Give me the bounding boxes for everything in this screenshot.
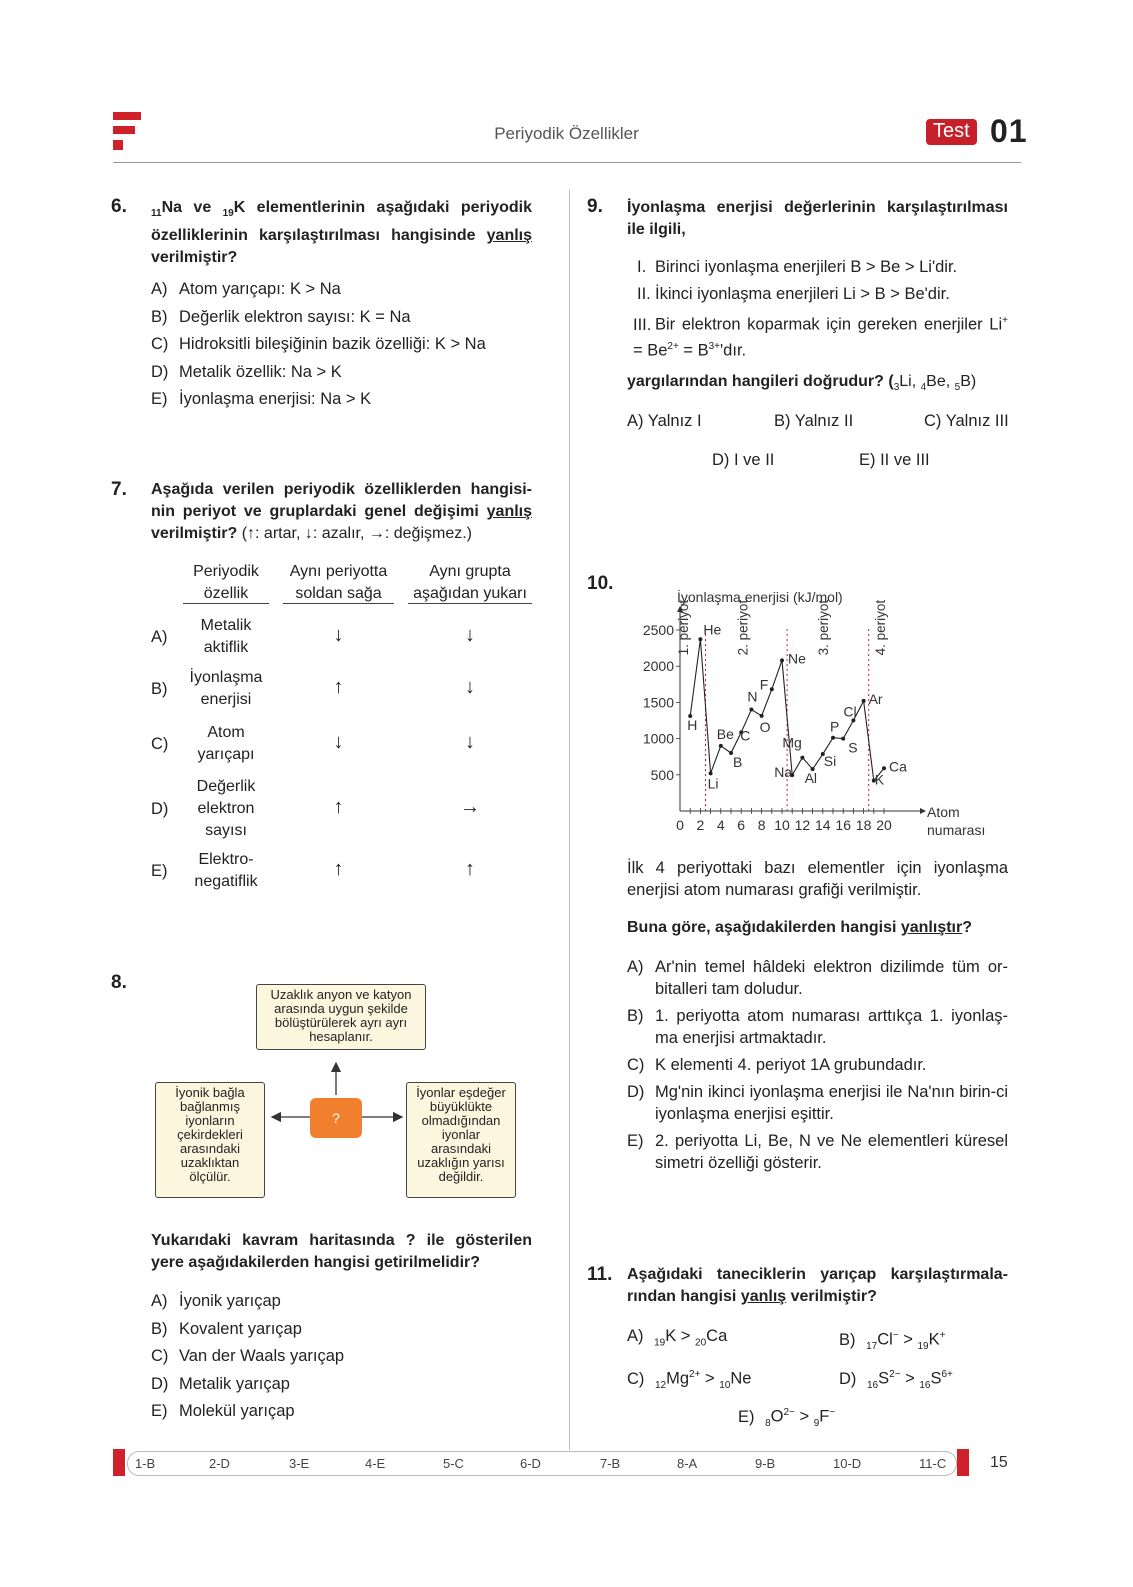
q6-option-b[interactable]: B) Değerlik elektron sayısı: K = Na xyxy=(151,307,411,326)
q8-number: 8. xyxy=(111,972,127,993)
answer-key-item: 5-C xyxy=(443,1456,464,1471)
element-label-S: S xyxy=(848,739,858,756)
x-tick-label: 2 xyxy=(696,817,705,833)
q7-col-period: Aynı periyotta soldan sağa xyxy=(289,563,388,602)
q9-number: 9. xyxy=(587,196,603,217)
element-label-Ca: Ca xyxy=(889,758,907,775)
q9-option-c[interactable]: C) Yalnız III xyxy=(924,412,1009,430)
q7-row-b-property: İyonlaşma enerjisi xyxy=(189,669,263,708)
element-label-C: C xyxy=(740,727,751,744)
q11-number: 11. xyxy=(587,1264,613,1285)
element-label-Ar: Ar xyxy=(868,690,883,707)
option-label: E) xyxy=(738,1407,760,1426)
q7-row-d-property: Değerlik elektron sayısı xyxy=(196,778,256,839)
option-label: C) xyxy=(627,1369,649,1388)
element-label-Li: Li xyxy=(707,775,719,792)
element-label-H: H xyxy=(687,717,698,734)
q8-concept-box-left: İyonik bağla bağlanmış iyonların çekirdekleri arasındaki uzaklıktan ölçülür. xyxy=(155,1082,265,1198)
q7-question: Aşağıda verilen periyodik özelliklerden hangisi-nin periyot ve gruplardaki genel değişimi yanlış verilmiştir? (↑: artar, ↓: azalır, →: değişmez.) xyxy=(151,481,532,542)
q10-description: İlk 4 periyottaki bazı elementler için iyonlaşma enerjisi atom numarası grafiği verilmiştir. xyxy=(627,859,1008,899)
x-axis-label: Atom xyxy=(927,804,960,820)
q6-question: $_{11}$Na ve $_{19}$K elementlerinin aşağıdaki periyodik özelliklerinin karşılaştırılması hangisinde yanlış verilmiştir? xyxy=(151,199,532,267)
q7-col-underline xyxy=(283,603,394,604)
period-label: 1. periyot xyxy=(676,599,692,656)
q6-number: 6. xyxy=(111,196,127,217)
answer-key xyxy=(127,1449,955,1477)
q9-option-b[interactable]: B) Yalnız II xyxy=(774,412,854,430)
element-label-Ne: Ne xyxy=(788,650,806,667)
element-label-F: F xyxy=(759,676,769,693)
q11-option-a[interactable]: A) $_{19}$K > $_{20}$Ca xyxy=(627,1327,728,1349)
answer-key-item: 3-E xyxy=(289,1456,310,1471)
y-axis-label: İyonlaşma enerjisi (kJ/mol) xyxy=(677,589,843,605)
footer-right-mark xyxy=(957,1449,969,1476)
answer-key-item: 1-B xyxy=(135,1456,156,1471)
page-title: Periyodik Özellikler xyxy=(494,124,639,143)
q7-row-e-period: ↑ xyxy=(333,858,344,880)
q10-question: Buna göre, aşağıdakilerden hangisi yanlıştır? xyxy=(627,919,972,936)
element-label-Cl: Cl xyxy=(843,703,857,720)
q9-statement-1: I. Birinci iyonlaşma enerjileri B > Be > Li'dir. xyxy=(637,258,958,276)
q8-option-d[interactable]: D) Metalik yarıçap xyxy=(151,1374,290,1393)
element-label-Si: Si xyxy=(823,753,837,770)
element-label-K: K xyxy=(874,771,885,788)
header-divider xyxy=(113,162,1021,163)
footer-left-mark xyxy=(113,1449,125,1476)
q7-row-c-property: Atom yarıçapı xyxy=(197,724,255,763)
q8-option-a[interactable]: A) İyonik yarıçap xyxy=(151,1292,281,1310)
q10-option-b[interactable]: B) 1. periyotta atom numarası arttıkça 1. iyonlaş-ma enerjisi artmaktadır. xyxy=(627,1007,1008,1047)
test-badge: Test xyxy=(926,119,977,145)
q11-question: Aşağıdaki taneciklerin yarıçap karşılaştırmala-rından hangisi yanlış verilmiştir? xyxy=(627,1266,1008,1305)
q8-option-e[interactable]: E) Molekül yarıçap xyxy=(151,1402,295,1420)
data-point-Mg xyxy=(800,756,804,760)
q7-row-c-period: ↓ xyxy=(333,731,344,753)
q7-row-e-label[interactable]: E) xyxy=(151,862,168,880)
q6-option-d[interactable]: D) Metalik özellik: Na > K xyxy=(151,362,342,381)
answer-key-item: 8-A xyxy=(677,1456,698,1471)
q11-option-e[interactable]: E) $_8O^{2-} > _9F^-$ xyxy=(738,1407,836,1429)
x-axis-label: numarası xyxy=(927,822,986,838)
q10-option-a[interactable]: A) Ar'nin temel hâldeki elektron dizilimde tüm or-bitalleri tam doludur. xyxy=(627,958,1008,998)
q9-option-e[interactable]: E) II ve III xyxy=(859,451,930,469)
element-label-Be: Be xyxy=(716,725,734,742)
q9-question: yargılarından hangileri doğrudur? ($_3Li$, $_4$Be, $_5$B) xyxy=(627,373,977,394)
q9-statement-3: III. Bir elektron koparmak için gereken enerjiler $Li^+ = Be^{2+}$ = $B^{3+}'dır$. xyxy=(633,315,1008,359)
q6-option-c[interactable]: C) Hidroksitli bileşiğinin bazik özelliği: K > Na xyxy=(151,335,486,353)
x-tick-label: 20 xyxy=(876,817,892,833)
period-label: 3. periyot xyxy=(815,599,831,656)
data-point-Be xyxy=(719,744,723,748)
q8-options xyxy=(151,1290,551,1422)
q9-statement-2: II. İkinci iyonlaşma enerjileri Li > B > Be'dir. xyxy=(637,285,950,303)
data-point-N xyxy=(749,707,753,711)
option-label: A) xyxy=(627,1327,649,1345)
x-axis-arrow xyxy=(920,808,926,814)
q7-row-b-group: ↓ xyxy=(465,676,475,698)
data-point-He xyxy=(698,637,702,641)
answer-key-item: 7-B xyxy=(600,1456,621,1471)
element-label-B: B xyxy=(733,754,743,771)
data-point-Ar xyxy=(862,699,866,703)
q10-options xyxy=(627,956,1008,1174)
y-tick-label: 1000 xyxy=(642,730,674,747)
x-tick-label: 10 xyxy=(774,817,790,833)
element-label-P: P xyxy=(830,718,840,735)
q6-option-a[interactable]: A) Atom yarıçapı: K > Na xyxy=(151,280,341,298)
option-label: D) xyxy=(839,1369,861,1388)
q7-row-e-group: ↑ xyxy=(465,858,475,880)
answer-key-item: 11-C xyxy=(919,1456,947,1471)
q7-row-a-group: ↓ xyxy=(465,624,475,646)
q7-col-property: Periyodik özellik xyxy=(193,563,259,602)
q8-question: Yukarıdaki kavram haritasında ? ile gösterilen yere aşağıdakilerden hangisi getirilmelidir? xyxy=(151,1232,532,1271)
q7-col-underline xyxy=(183,603,269,604)
data-point-P xyxy=(831,736,835,740)
y-tick-label: 2500 xyxy=(642,622,674,638)
q8-option-c[interactable]: C) Van der Waals yarıçap xyxy=(151,1347,345,1365)
q7-col-group: Aynı grupta aşağıdan yukarı xyxy=(413,563,527,602)
period-label: 2. periyot xyxy=(735,599,751,656)
answer-key-item: 2-D xyxy=(209,1456,230,1471)
data-point-O xyxy=(760,714,764,718)
q6-option-e[interactable]: E) İyonlaşma enerjisi: Na > K xyxy=(151,390,372,408)
answer-key-item: 9-B xyxy=(755,1456,776,1471)
q9-option-a[interactable]: A) Yalnız I xyxy=(627,412,702,430)
q10-option-d[interactable]: D) Mg'nin ikinci iyonlaşma enerjisi ile Na'nın birin-ci iyonlaşma enerjisi eşittir. xyxy=(627,1083,1008,1123)
y-tick-label: 500 xyxy=(650,766,674,783)
column-divider xyxy=(569,190,570,1450)
q8-option-b[interactable]: B) Kovalent yarıçap xyxy=(151,1319,302,1338)
q10-number: 10. xyxy=(587,573,614,594)
q7-row-a-period: ↓ xyxy=(333,624,344,646)
q8-unknown-box: ? xyxy=(310,1098,362,1138)
q7-number: 7. xyxy=(111,479,127,500)
q7-row-a-label[interactable]: A) xyxy=(151,628,168,646)
q10-option-c[interactable]: C) K elementi 4. periyot 1A grubundadır. xyxy=(627,1056,927,1074)
element-label-Al: Al xyxy=(804,770,818,787)
test-number: 01 xyxy=(990,113,1028,149)
q7-row-b-label[interactable]: B) xyxy=(151,680,168,698)
answer-key-item: 6-D xyxy=(520,1456,541,1471)
q8-concept-box-right: İyonlar eşdeğer büyüklükte olmadığından iyonlar arasındaki uzaklığın yarısı değildir. xyxy=(406,1082,516,1198)
element-label-O: O xyxy=(759,718,771,735)
q11-option-c[interactable]: C) $_{12}Mg^{2+} > _{10}Ne$ xyxy=(627,1369,752,1391)
data-point-Ca xyxy=(882,766,886,770)
q9-option-d[interactable]: D) I ve II xyxy=(712,451,775,469)
element-label-He: He xyxy=(703,621,722,638)
q7-row-b-period: ↑ xyxy=(333,676,344,698)
period-label: 4. periyot xyxy=(873,599,889,656)
element-label-Mg: Mg xyxy=(782,734,802,751)
page-number: 15 xyxy=(990,1454,1008,1471)
element-label-Na: Na xyxy=(774,764,793,781)
q7-col-underline xyxy=(408,603,532,604)
data-point-S xyxy=(841,737,845,741)
ionization-energy-chart xyxy=(630,575,1010,845)
y-tick-label: 1500 xyxy=(642,694,674,711)
x-tick-label: 14 xyxy=(815,817,831,833)
q10-option-e[interactable]: E) 2. periyotta Li, Be, N ve Ne elementleri küresel simetri özelliği gösterir. xyxy=(627,1132,1008,1172)
q7-row-d-label[interactable]: D) xyxy=(151,800,169,818)
q7-row-d-group: → xyxy=(460,796,480,818)
x-tick-label: 8 xyxy=(757,817,766,833)
option-label: B) xyxy=(839,1330,861,1349)
q8-concept-box-top: Uzaklık anyon ve katyon arasında uygun şekilde bölüştürülerek ayrı ayrı hesaplanır. xyxy=(256,984,426,1050)
q7-row-e-property: Elektro-negatiflik xyxy=(194,851,258,890)
answer-key-item: 10-D xyxy=(833,1456,862,1471)
q7-row-d-period: ↑ xyxy=(333,796,344,818)
element-label-N: N xyxy=(747,688,758,705)
x-tick-label: 12 xyxy=(794,817,811,833)
x-tick-label: 0 xyxy=(676,817,684,833)
y-tick-label: 2000 xyxy=(642,658,674,675)
q7-row-c-group: ↓ xyxy=(465,731,475,753)
answer-key-item: 4-E xyxy=(365,1456,386,1471)
x-tick-label: 16 xyxy=(835,817,851,833)
q7-row-a-property: Metalik aktiflik xyxy=(200,617,252,656)
q11-option-b[interactable]: B) $_{17}$Cl− > $_{19}$K+ xyxy=(839,1330,946,1352)
x-tick-label: 6 xyxy=(737,817,746,833)
data-point-Ne xyxy=(780,658,784,662)
x-tick-label: 18 xyxy=(855,817,872,833)
q7-row-c-label[interactable]: C) xyxy=(151,735,169,753)
q9-intro: İyonlaşma enerjisi değerlerinin karşılaştırılması ile ilgili, xyxy=(627,199,1008,238)
q11-option-d[interactable]: D) $_{16}S^{2-} > _{16}S^{6+}$ xyxy=(839,1369,953,1391)
data-point-F xyxy=(770,687,774,691)
x-tick-label: 4 xyxy=(716,817,725,833)
q6-options xyxy=(151,278,551,410)
